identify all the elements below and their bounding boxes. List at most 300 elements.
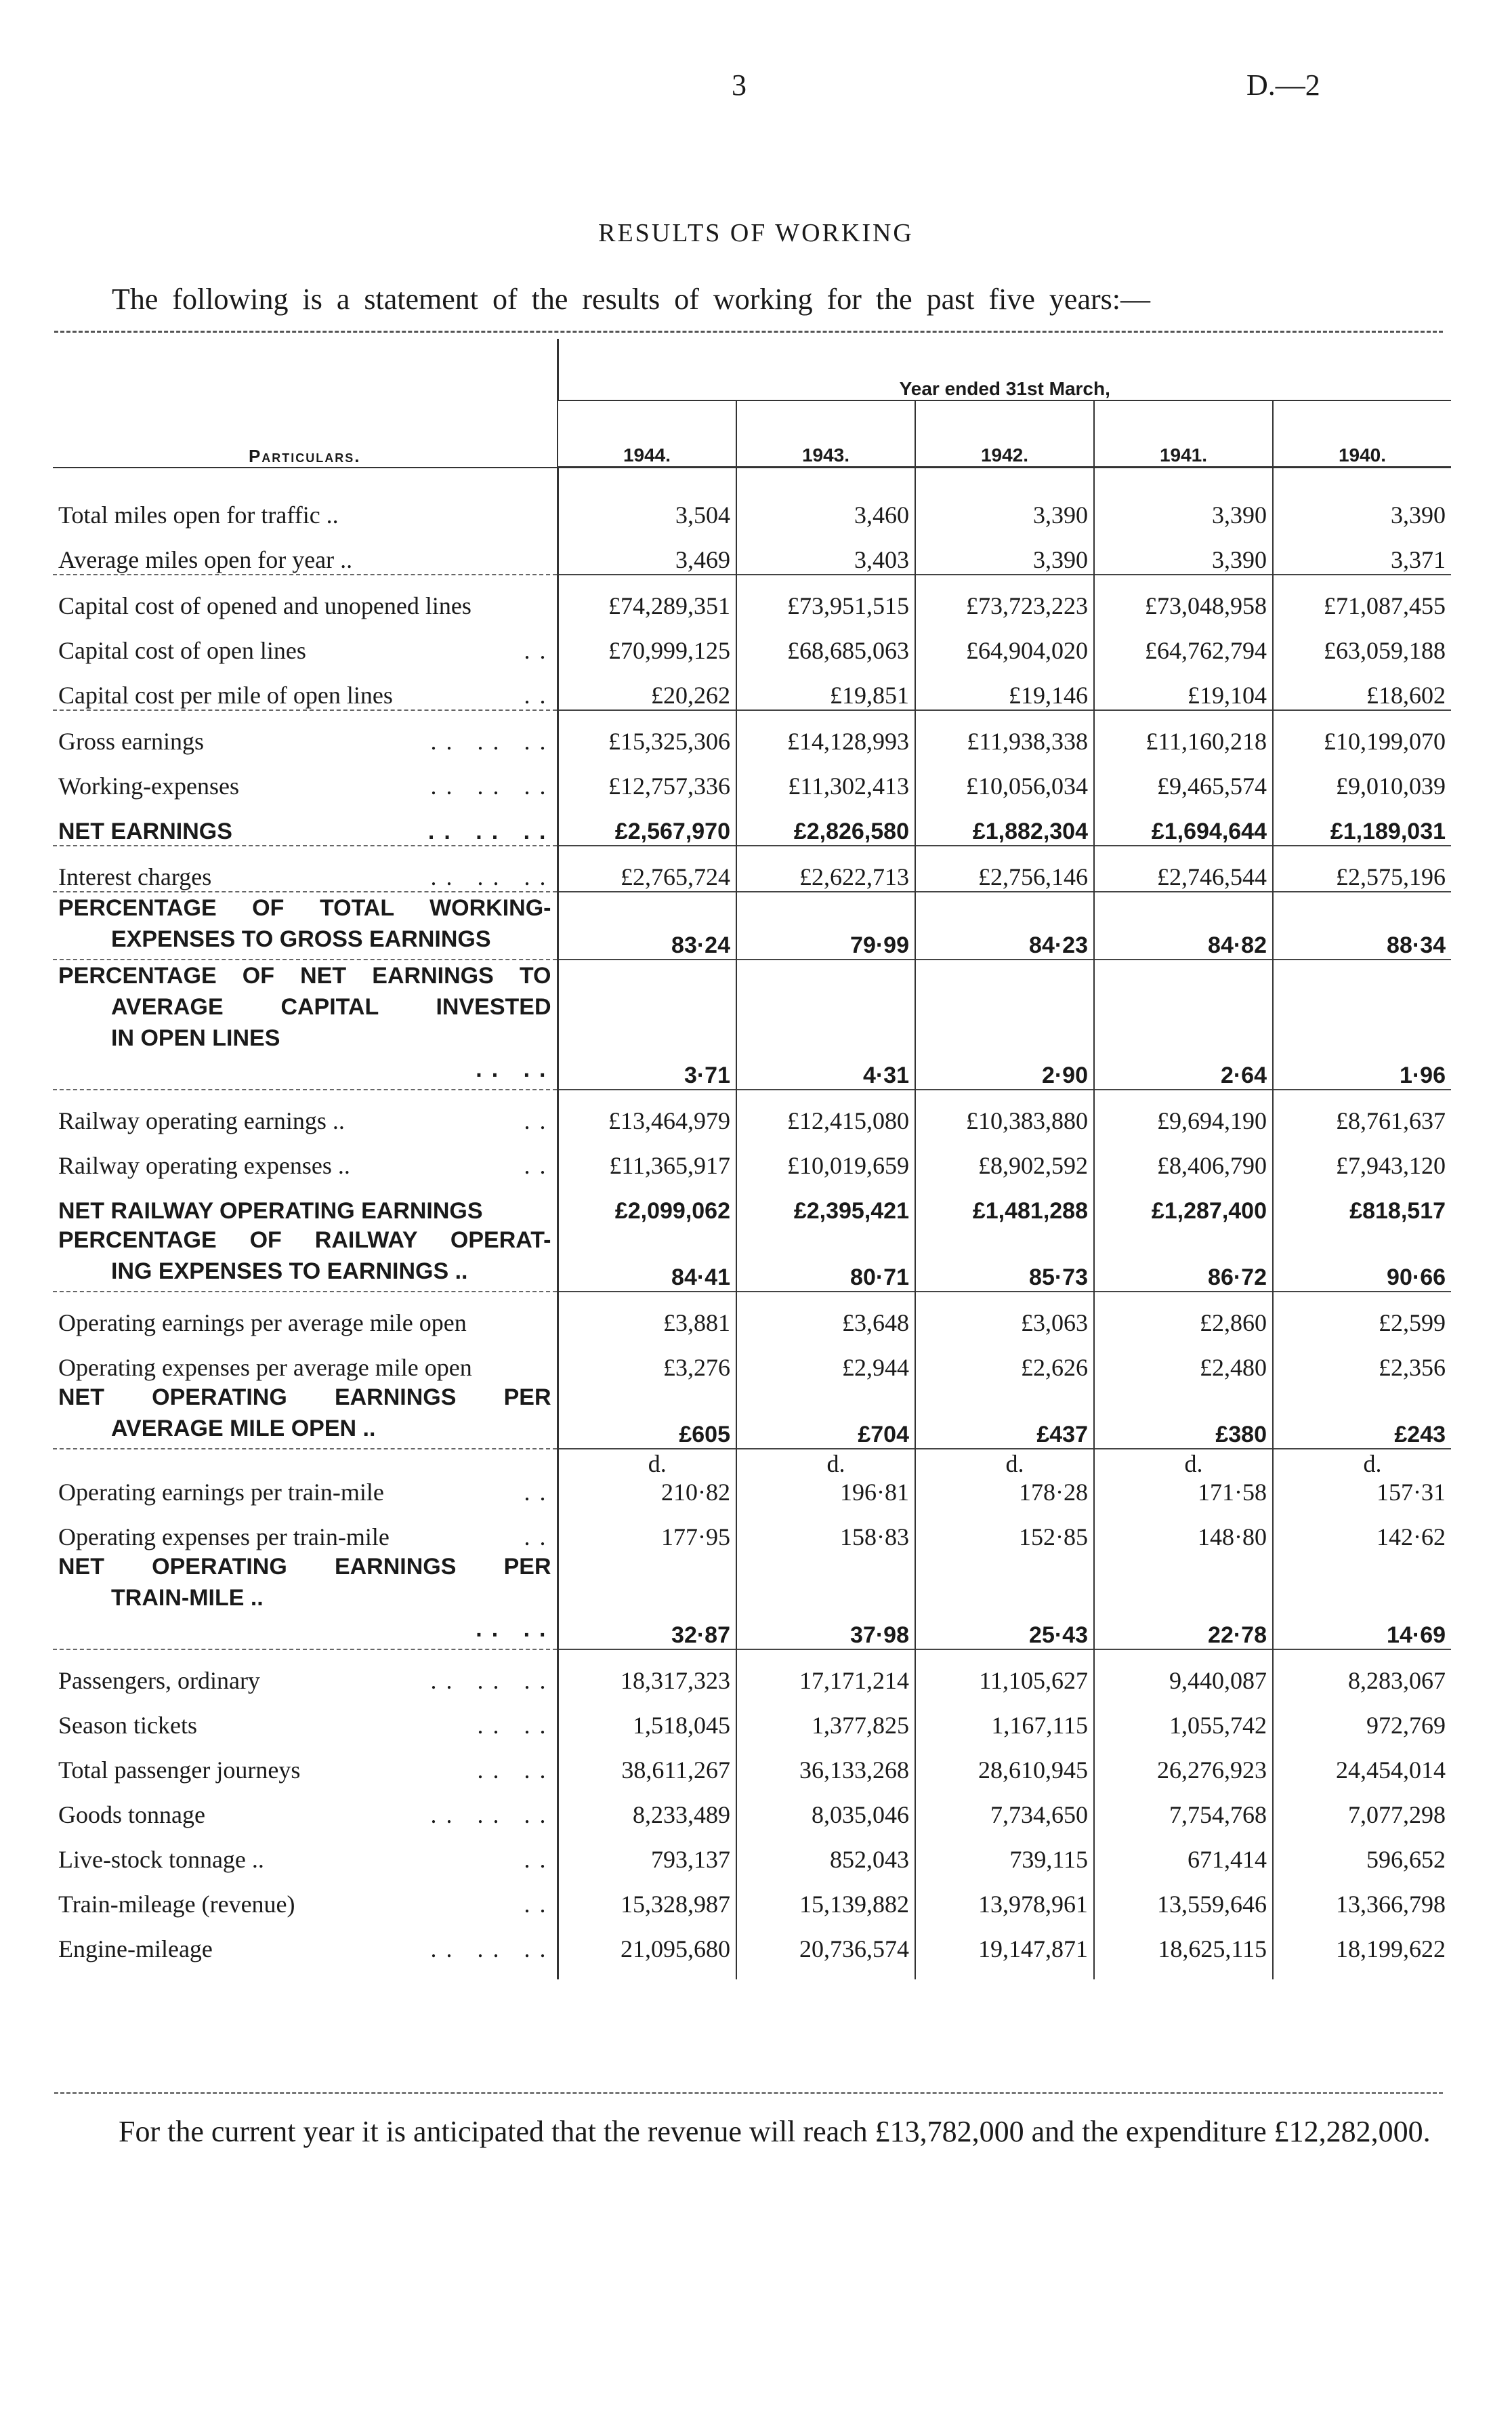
value-text: £20,262 (651, 682, 730, 709)
table-row (53, 1090, 1451, 1135)
row-label: NET OPERATING EARNINGS PER TRAIN-MILE .. .. .. (53, 1551, 558, 1649)
value-text: 793,137 (651, 1846, 730, 1873)
value-text: £19,851 (830, 682, 909, 709)
value-text: 596,652 (1366, 1846, 1446, 1873)
row-label-text: Gross earnings (58, 728, 204, 755)
value-cell (1094, 1337, 1273, 1382)
value-cell (1273, 575, 1451, 620)
table-row (53, 1449, 1451, 1506)
value-cell (1273, 960, 1451, 1090)
value-text: £9,465,574 (1157, 773, 1267, 800)
value-text: 84·23 (1029, 932, 1088, 958)
value-text: 13,366,798 (1336, 1891, 1446, 1918)
value-cell (736, 1918, 915, 1963)
row-label: Goods tonnage .. .. .. (58, 1801, 555, 1828)
value-text: £8,761,637 (1336, 1107, 1446, 1134)
row-label: Working-expenses .. .. .. (58, 773, 555, 800)
value-cell (736, 1382, 915, 1449)
row-label: NET EARNINGS .. .. .. (58, 819, 555, 844)
value-text: £818,517 (1349, 1198, 1446, 1224)
table-row (53, 1337, 1451, 1382)
value-cell (558, 665, 736, 710)
value-cell (1094, 960, 1273, 1090)
value-cell (1273, 529, 1451, 575)
table-row (53, 575, 1451, 620)
value-cell (1094, 1695, 1273, 1739)
value-text: 178·28 (1019, 1479, 1088, 1506)
value-cell (1094, 1918, 1273, 1963)
value-cell (736, 1784, 915, 1829)
value-cell (915, 665, 1094, 710)
value-text: £2,622,713 (799, 863, 909, 890)
value-text: £73,951,515 (787, 592, 909, 619)
unit-label: d. (648, 1450, 667, 1477)
row-label-text: Total miles open for traffic .. (58, 501, 339, 529)
results-table-body (53, 468, 1451, 1980)
value-cell (915, 1874, 1094, 1918)
value-cell (1273, 800, 1451, 846)
value-cell (915, 1382, 1094, 1449)
value-text: £14,128,993 (787, 728, 909, 755)
value-cell (915, 485, 1094, 529)
value-cell (1273, 1382, 1451, 1449)
value-cell (1094, 1784, 1273, 1829)
value-text: 148·80 (1198, 1523, 1267, 1550)
row-label: PERCENTAGE OF NET EARNINGS TO AVERAGE CAPITAL INVESTED IN OPEN LINES .. .. (53, 960, 558, 1090)
table-row (53, 620, 1451, 665)
value-cell (558, 1649, 736, 1695)
value-cell (736, 800, 915, 846)
value-text: 4·31 (862, 1063, 909, 1088)
value-cell (736, 1292, 915, 1337)
table-row (53, 756, 1451, 800)
value-text: 26,276,923 (1157, 1756, 1267, 1784)
row-label (53, 1224, 558, 1292)
value-text: 37·98 (850, 1622, 909, 1648)
value-text: 739,115 (1009, 1846, 1088, 1873)
value-text: 9,440,087 (1169, 1667, 1267, 1694)
value-text: 7,077,298 (1348, 1801, 1446, 1828)
year-header: 1941. (1094, 400, 1273, 468)
value-cell (1273, 846, 1451, 892)
page-title: RESULTS OF WORKING (598, 219, 914, 247)
value-text: 3,460 (854, 501, 909, 529)
value-cell (1273, 1649, 1451, 1695)
value-cell (1273, 1135, 1451, 1180)
table-row (53, 800, 1451, 846)
value-text: £18,602 (1366, 682, 1446, 709)
value-cell (915, 1292, 1094, 1337)
value-text: £437 (1036, 1422, 1088, 1447)
table-row (53, 529, 1451, 575)
value-text: £2,567,970 (614, 819, 730, 844)
value-text: £64,904,020 (966, 637, 1088, 664)
value-cell (915, 1918, 1094, 1963)
row-label-text: Operating expenses per train-mile (58, 1523, 390, 1550)
value-cell (915, 1829, 1094, 1874)
row-label-text: Live-stock tonnage .. (58, 1846, 264, 1873)
value-text: £12,415,080 (787, 1107, 909, 1134)
value-cell (558, 620, 736, 665)
value-cell (736, 1180, 915, 1224)
value-cell (1273, 1292, 1451, 1337)
bottom-rule (54, 2092, 1443, 2094)
value-text: £12,757,336 (608, 773, 730, 800)
row-label-text: Interest charges (58, 863, 212, 890)
value-cell (915, 575, 1094, 620)
row-label: Operating earnings per train-mile .. (53, 1449, 558, 1506)
value-cell (558, 960, 736, 1090)
value-cell (558, 892, 736, 960)
value-cell (1094, 1506, 1273, 1551)
value-text: 152·85 (1019, 1523, 1088, 1550)
value-cell (1094, 1449, 1273, 1506)
value-text: £9,694,190 (1157, 1107, 1267, 1134)
value-cell (558, 1135, 736, 1180)
table-row (53, 1739, 1451, 1784)
value-cell (1273, 1449, 1451, 1506)
row-label-text: Working-expenses (58, 773, 240, 800)
row-label-line: NET OPERATING EARNINGS PER (58, 1554, 551, 1580)
table-row (53, 846, 1451, 892)
row-label-line: AVERAGE CAPITAL INVESTED (111, 994, 551, 1020)
value-text: 177·95 (661, 1523, 730, 1550)
value-text: £2,826,580 (793, 819, 909, 844)
value-text: 18,317,323 (621, 1667, 730, 1694)
value-cell (915, 892, 1094, 960)
particulars-header: Particulars. (53, 339, 558, 468)
value-cell (736, 575, 915, 620)
row-label-text: Capital cost of opened and unopened lines (58, 592, 471, 619)
value-text: 15,139,882 (799, 1891, 909, 1918)
value-cell (558, 756, 736, 800)
value-text: £2,599 (1379, 1309, 1446, 1336)
row-label: Railway operating earnings .. .. (53, 1090, 558, 1135)
row-label-text: Railway operating earnings .. (58, 1107, 345, 1134)
value-text: 84·41 (671, 1264, 730, 1290)
value-text: 1,055,742 (1169, 1712, 1267, 1739)
row-label-text: NET RAILWAY OPERATING EARNINGS (58, 1198, 483, 1224)
value-cell (736, 1551, 915, 1649)
value-text: 3,390 (1391, 501, 1446, 529)
value-cell (1273, 485, 1451, 529)
row-label: Gross earnings .. .. .. (53, 710, 558, 756)
value-text: 1·96 (1399, 1063, 1446, 1088)
value-text: £704 (858, 1422, 909, 1447)
value-text: 3,504 (675, 501, 730, 529)
value-text: £15,325,306 (608, 728, 730, 755)
value-text: £1,287,400 (1151, 1198, 1267, 1224)
value-text: 79·99 (850, 932, 909, 958)
value-text: £64,762,794 (1145, 637, 1267, 664)
unit-label: d. (1363, 1450, 1382, 1477)
row-label: Season tickets .. .. (58, 1712, 555, 1739)
row-label-line: PERCENTAGE OF TOTAL WORKING- (58, 895, 551, 921)
value-cell (558, 529, 736, 575)
value-text: £8,902,592 (978, 1152, 1088, 1179)
value-cell (736, 1649, 915, 1695)
row-label (53, 1337, 558, 1382)
row-label (53, 575, 558, 620)
value-cell (1094, 485, 1273, 529)
results-table (53, 339, 1451, 1979)
row-label: Interest charges .. .. .. (53, 846, 558, 892)
value-text: 157·31 (1377, 1479, 1446, 1506)
row-label (53, 1382, 558, 1449)
value-cell (915, 1337, 1094, 1382)
value-text: 8,233,489 (633, 1801, 730, 1828)
value-cell (1273, 756, 1451, 800)
value-text: 14·69 (1387, 1622, 1446, 1648)
value-cell (915, 1784, 1094, 1829)
value-cell (558, 1337, 736, 1382)
value-cell (736, 485, 915, 529)
value-text: 3,390 (1212, 546, 1267, 573)
value-cell (1094, 1224, 1273, 1292)
table-row (53, 1874, 1451, 1918)
value-text: £2,395,421 (793, 1198, 909, 1224)
value-cell (1273, 1874, 1451, 1918)
row-label-text: Capital cost of open lines (58, 637, 306, 664)
value-cell (736, 1224, 915, 1292)
value-text: 18,625,115 (1158, 1935, 1267, 1962)
value-cell (1094, 1180, 1273, 1224)
value-text: £10,056,034 (966, 773, 1088, 800)
value-cell (1273, 1784, 1451, 1829)
value-text: 3,371 (1391, 546, 1446, 573)
table-row (53, 710, 1451, 756)
year-group-header: Year ended 31st March, (558, 339, 1451, 400)
value-cell (558, 1382, 736, 1449)
value-cell (1094, 710, 1273, 756)
value-text: £3,881 (663, 1309, 730, 1336)
value-cell (736, 1506, 915, 1551)
value-cell (915, 756, 1094, 800)
unit-label: d. (1005, 1450, 1024, 1477)
value-cell (915, 529, 1094, 575)
value-cell (736, 1135, 915, 1180)
value-cell (558, 1874, 736, 1918)
value-cell (558, 800, 736, 846)
value-text: £70,999,125 (608, 637, 730, 664)
value-cell (558, 1695, 736, 1739)
value-text: 2·64 (1220, 1063, 1267, 1088)
value-cell (915, 1090, 1094, 1135)
value-cell (915, 1180, 1094, 1224)
value-text: 1,518,045 (633, 1712, 730, 1739)
value-text: £2,099,062 (614, 1198, 730, 1224)
value-text: £380 (1215, 1422, 1267, 1447)
value-cell (1094, 1135, 1273, 1180)
row-label (53, 485, 558, 529)
row-label-line: PERCENTAGE OF RAILWAY OPERAT- (58, 1227, 551, 1253)
unit-label: d. (1184, 1450, 1203, 1477)
row-label: Capital cost per mile of open lines .. (58, 682, 555, 709)
value-cell (736, 1829, 915, 1874)
value-text: 196·81 (840, 1479, 909, 1506)
row-label: Train-mileage (revenue) .. (58, 1891, 555, 1918)
value-cell (915, 620, 1094, 665)
value-cell (1094, 1739, 1273, 1784)
value-cell (1094, 1382, 1273, 1449)
value-text: £19,146 (1009, 682, 1088, 709)
row-label-text: Season tickets (58, 1712, 197, 1739)
value-text: 84·82 (1208, 932, 1267, 958)
value-text: 80·71 (850, 1264, 909, 1290)
value-cell (558, 1090, 736, 1135)
row-label: Capital cost of open lines .. (58, 637, 555, 664)
value-cell (1094, 575, 1273, 620)
table-row (53, 1551, 1451, 1649)
value-text: 11,105,627 (979, 1667, 1088, 1694)
value-cell (1273, 1829, 1451, 1874)
value-text: £11,365,917 (609, 1152, 730, 1179)
value-text: 1,167,115 (991, 1712, 1088, 1739)
value-cell (1273, 1224, 1451, 1292)
value-cell (736, 529, 915, 575)
value-text: £2,626 (1021, 1354, 1088, 1381)
row-label-text: Engine-mileage (58, 1935, 213, 1962)
row-label: Live-stock tonnage .. .. (58, 1846, 555, 1873)
value-cell (915, 1224, 1094, 1292)
value-text: 1,377,825 (812, 1712, 909, 1739)
value-text: 158·83 (840, 1523, 909, 1550)
value-cell (558, 1180, 736, 1224)
value-cell (1094, 620, 1273, 665)
value-cell (1273, 1695, 1451, 1739)
value-cell (1094, 665, 1273, 710)
value-text: 25·43 (1029, 1622, 1088, 1648)
value-cell (736, 892, 915, 960)
value-cell (915, 1449, 1094, 1506)
value-cell (1273, 1551, 1451, 1649)
value-cell (736, 756, 915, 800)
value-text: £2,746,544 (1157, 863, 1267, 890)
value-text: 88·34 (1387, 932, 1446, 958)
value-text: £3,648 (842, 1309, 909, 1336)
value-cell (558, 1449, 736, 1506)
year-header: 1940. (1273, 400, 1451, 468)
value-text: 3,390 (1033, 546, 1088, 573)
value-cell (558, 1829, 736, 1874)
value-text: 3,390 (1033, 501, 1088, 529)
value-text: £2,756,146 (978, 863, 1088, 890)
value-cell (1273, 892, 1451, 960)
value-cell (1273, 1337, 1451, 1382)
value-text: 3,390 (1212, 501, 1267, 529)
value-text: £10,383,880 (966, 1107, 1088, 1134)
table-row (53, 1649, 1451, 1695)
value-text: 171·58 (1198, 1479, 1267, 1506)
row-label-text: Total passenger journeys (58, 1756, 301, 1784)
unit-label: d. (826, 1450, 845, 1477)
value-cell (1094, 1874, 1273, 1918)
value-cell (1094, 1829, 1273, 1874)
row-label-text: Goods tonnage (58, 1801, 205, 1828)
value-cell (736, 1695, 915, 1739)
value-text: 8,035,046 (812, 1801, 909, 1828)
value-text: 24,454,014 (1336, 1756, 1446, 1784)
row-label-text: Operating earnings per average mile open (58, 1309, 467, 1336)
table-row (53, 1695, 1451, 1739)
value-text: 210·82 (661, 1479, 730, 1506)
row-label (53, 1180, 558, 1224)
value-cell (558, 1784, 736, 1829)
table-row (53, 1829, 1451, 1874)
top-rule (54, 331, 1443, 333)
value-cell (736, 1874, 915, 1918)
intro-text: The following is a statement of the results of working for the past five years:— (112, 283, 1150, 316)
table-row (53, 960, 1451, 1090)
value-cell (915, 960, 1094, 1090)
value-cell (736, 846, 915, 892)
value-cell (1094, 756, 1273, 800)
table-row (53, 1224, 1451, 1292)
row-label (53, 892, 558, 960)
value-text: 36,133,268 (799, 1756, 909, 1784)
value-text: £7,943,120 (1336, 1152, 1446, 1179)
value-text: £3,063 (1021, 1309, 1088, 1336)
value-cell (1094, 1551, 1273, 1649)
value-text: 7,754,768 (1169, 1801, 1267, 1828)
value-text: £243 (1394, 1422, 1446, 1447)
value-cell (736, 710, 915, 756)
row-label: Operating expenses per train-mile .. (58, 1523, 555, 1550)
value-text: £2,765,724 (621, 863, 730, 890)
value-text: £605 (679, 1422, 730, 1447)
value-text: £68,685,063 (787, 637, 909, 664)
value-text: £2,356 (1379, 1354, 1446, 1381)
value-cell (915, 800, 1094, 846)
value-cell (1273, 665, 1451, 710)
value-cell (1094, 529, 1273, 575)
value-text: £3,276 (663, 1354, 730, 1381)
value-cell (558, 710, 736, 756)
value-text: 83·24 (671, 932, 730, 958)
year-header: 1942. (915, 400, 1094, 468)
row-label (53, 529, 558, 575)
value-cell (915, 1649, 1094, 1695)
value-text: 3,469 (675, 546, 730, 573)
value-text: 86·72 (1208, 1264, 1267, 1290)
value-text: £2,860 (1200, 1309, 1267, 1336)
table-row (53, 485, 1451, 529)
value-cell (1094, 1649, 1273, 1695)
value-text: 19,147,871 (978, 1935, 1088, 1962)
table-row (53, 1382, 1451, 1449)
value-cell (558, 1292, 736, 1337)
value-text: £11,160,218 (1146, 728, 1267, 755)
value-cell (1273, 620, 1451, 665)
value-cell (915, 1695, 1094, 1739)
value-text: £10,019,659 (787, 1152, 909, 1179)
value-text: 3,403 (854, 546, 909, 573)
value-cell (915, 1551, 1094, 1649)
value-cell (915, 1739, 1094, 1784)
row-label: Passengers, ordinary .. .. .. (53, 1649, 558, 1695)
row-label-text: Train-mileage (revenue) (58, 1891, 295, 1918)
value-cell (558, 1506, 736, 1551)
year-header: 1943. (736, 400, 915, 468)
value-cell (915, 710, 1094, 756)
value-cell (1273, 1180, 1451, 1224)
value-text: £63,059,188 (1324, 637, 1446, 664)
value-cell (736, 1337, 915, 1382)
row-label-text: Average miles open for year .. (58, 546, 353, 573)
value-cell (915, 846, 1094, 892)
value-text: 38,611,267 (621, 1756, 730, 1784)
value-text: £1,694,644 (1151, 819, 1267, 844)
